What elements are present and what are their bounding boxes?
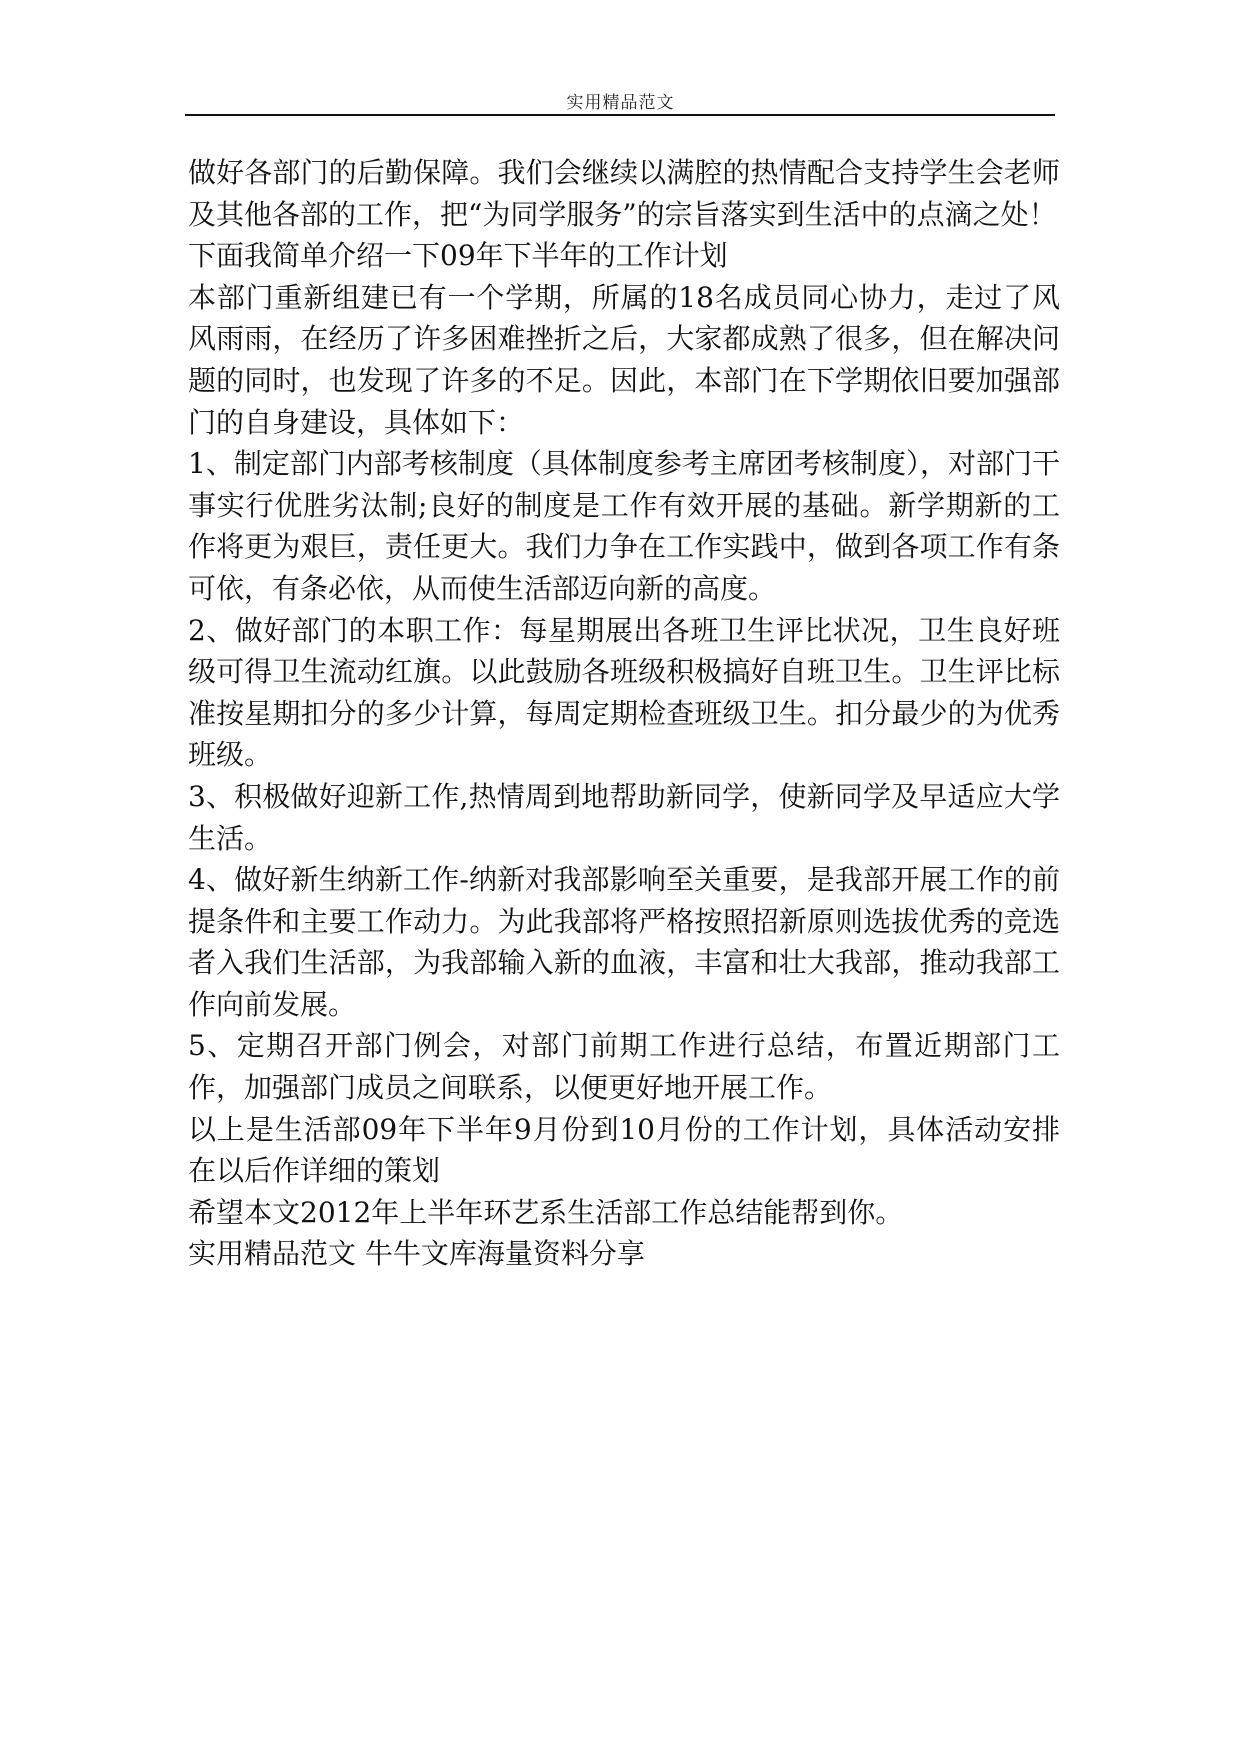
paragraph: 5、定期召开部门例会，对部门前期工作进行总结，布置近期部门工作，加强部门成员之间联系，以便更好地开展工作。 bbox=[188, 1029, 1060, 1105]
paragraph: 以上是生活部09年下半年9月份到10月份的工作计划，具体活动安排在以后作详细的策划 bbox=[188, 1112, 1060, 1188]
paragraph: 本部门重新组建已有一个学期，所属的18名成员同心协力，走过了风风雨雨，在经历了许多困难挫折之后，大家都成熟了很多，但在解决问题的同时，也发现了许多的不足。因此，本部门在下学期依旧要加强部门的自身建设，具体如下： bbox=[188, 280, 1060, 439]
paragraph: 4、做好新生纳新工作-纳新对我部影响至关重要，是我部开展工作的前提条件和主要工作动力。为此我部将严格按照招新原则选拔优秀的竞选者入我们生活部，为我部输入新的血液，丰富和壮大我部，推动我部工作向前发展。 bbox=[188, 863, 1060, 1021]
footer-note: 实用精品范文 牛牛文库海量资料分享 bbox=[188, 1237, 645, 1271]
paragraph: 1、制定部门内部考核制度（具体制度参考主席团考核制度），对部门干事实行优胜劣汰制;良好的制度是工作有效开展的基础。新学期新的工作将更为艰巨，责任更大。我们力争在工作实践中，做到各项工作有条可依，有条必依，从而使生活部迈向新的高度。 bbox=[188, 447, 1060, 605]
document-body bbox=[188, 152, 1060, 1275]
paragraph: 下面我简单介绍一下09年下半年的工作计划 bbox=[188, 239, 728, 273]
paragraph: 3、积极做好迎新工作,热情周到地帮助新同学，使新同学及早适应大学生活。 bbox=[188, 779, 1060, 855]
paragraph: 希望本文2012年上半年环艺系生活部工作总结能帮到你。 bbox=[188, 1195, 904, 1229]
paragraph: 做好各部门的后勤保障。我们会继续以满腔的热情配合支持学生会老师及其他各部的工作，把“为同学服务”的宗旨落实到生活中的点滴之处！ bbox=[188, 156, 1060, 231]
header-divider bbox=[185, 114, 1055, 116]
paragraph: 2、做好部门的本职工作：每星期展出各班卫生评比状况，卫生良好班级可得卫生流动红旗。以此鼓励各班级积极搞好自班卫生。卫生评比标准按星期扣分的多少计算，每周定期检查班级卫生。扣分最少的为优秀班级。 bbox=[188, 613, 1060, 772]
page-header: 实用精品范文 bbox=[566, 93, 675, 113]
